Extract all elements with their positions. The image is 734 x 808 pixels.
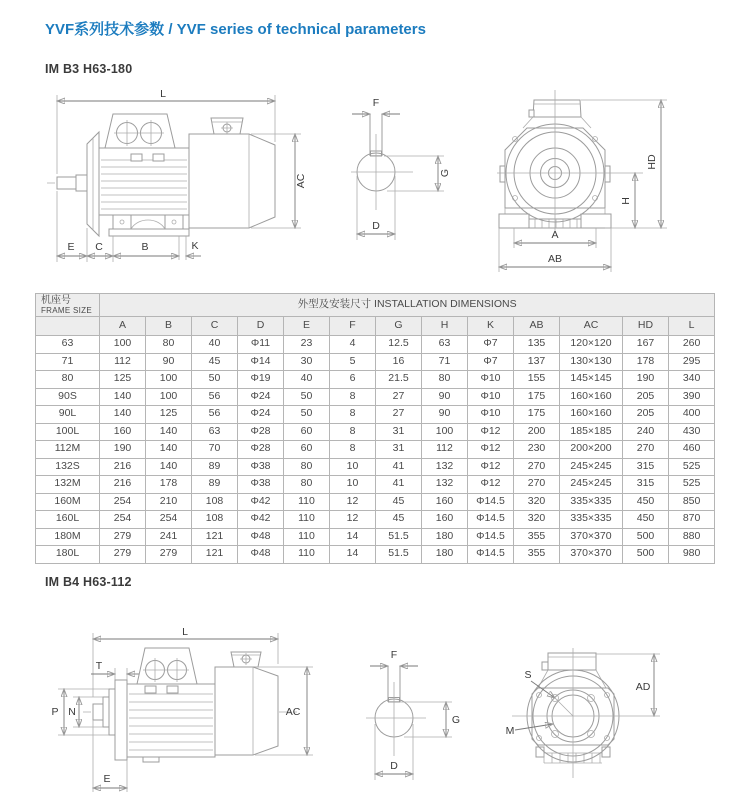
dimension-cell: 450: [623, 511, 669, 529]
dimensions-header: 外型及安装尺寸 INSTALLATION DIMENSIONS: [100, 294, 715, 317]
dimension-cell: 8: [330, 406, 376, 424]
dim-label-g: G: [439, 168, 451, 178]
dimension-cell: 180: [422, 528, 468, 546]
dimension-cell: 110: [284, 511, 330, 529]
dimension-cell: 56: [192, 388, 238, 406]
dimension-cell: 370×370: [560, 546, 623, 564]
dimension-cell: 241: [146, 528, 192, 546]
dim-label-p: P: [51, 706, 59, 718]
dimension-cell: Φ12: [468, 458, 514, 476]
dimension-cell: 450: [623, 493, 669, 511]
dimension-cell: 295: [669, 353, 715, 371]
table-row: [36, 371, 715, 389]
dimension-cell: 40: [192, 336, 238, 354]
column-header: H: [422, 317, 468, 336]
installation-dimensions-table: [35, 293, 715, 564]
dimension-cell: Φ42: [238, 511, 284, 529]
dimension-cell: Φ12: [468, 441, 514, 459]
dim-label-ac: AC: [285, 706, 301, 718]
dimension-cell: 50: [284, 406, 330, 424]
table-row: [36, 528, 715, 546]
dimension-cell: 140: [146, 441, 192, 459]
column-header: HD: [623, 317, 669, 336]
dimension-cell: Φ7: [468, 336, 514, 354]
frame-size-cell: 160L: [36, 511, 100, 529]
dimension-cell: 230: [514, 441, 560, 459]
dimension-cell: 110: [284, 528, 330, 546]
column-header: C: [192, 317, 238, 336]
column-header: E: [284, 317, 330, 336]
dimension-cell: 50: [192, 371, 238, 389]
dimension-cell: 45: [376, 493, 422, 511]
dimension-cell: Φ7: [468, 353, 514, 371]
dimension-cell: 320: [514, 493, 560, 511]
dim-label-b: B: [141, 241, 149, 253]
table-row: [36, 336, 715, 354]
dimension-cell: 70: [192, 441, 238, 459]
dimension-cell: 254: [100, 511, 146, 529]
dim-label-t: T: [95, 660, 103, 672]
dimension-cell: 89: [192, 458, 238, 476]
frame-size-cell: 90L: [36, 406, 100, 424]
dimension-cell: 260: [669, 336, 715, 354]
dimension-cell: 175: [514, 388, 560, 406]
dimension-cell: 178: [146, 476, 192, 494]
table-row: [36, 493, 715, 511]
column-header: AC: [560, 317, 623, 336]
dimension-cell: 160: [422, 511, 468, 529]
dim-label-h: H: [620, 197, 632, 205]
dimension-cell: 430: [669, 423, 715, 441]
dimension-cell: 160: [422, 493, 468, 511]
column-header: K: [468, 317, 514, 336]
dimension-cell: 160×160: [560, 406, 623, 424]
dimension-cell: Φ28: [238, 441, 284, 459]
dimension-cell: Φ48: [238, 528, 284, 546]
dimension-cell: 63: [192, 423, 238, 441]
dimension-cell: 140: [146, 423, 192, 441]
b3-front-view-drawing: [485, 88, 720, 285]
dimension-cell: 45: [192, 353, 238, 371]
column-header-row: [36, 317, 715, 336]
dimension-cell: 21.5: [376, 371, 422, 389]
dim-label-f: F: [390, 649, 398, 661]
dim-label-l: L: [182, 626, 188, 638]
dimension-cell: 167: [623, 336, 669, 354]
dimension-cell: 100: [146, 371, 192, 389]
dimension-cell: 210: [146, 493, 192, 511]
dimension-cell: 140: [146, 458, 192, 476]
dimension-cell: 850: [669, 493, 715, 511]
dimension-cell: Φ14.5: [468, 546, 514, 564]
dimension-cell: 180: [422, 546, 468, 564]
dimension-cell: Φ38: [238, 458, 284, 476]
dimension-cell: 216: [100, 458, 146, 476]
dimension-cell: 60: [284, 423, 330, 441]
frame-size-header-zh: 机座号: [41, 295, 71, 306]
frame-size-header-en: FRAME SIZE: [41, 306, 93, 315]
dim-label-e: E: [67, 241, 75, 253]
dimension-cell: 185×185: [560, 423, 623, 441]
dimension-cell: 89: [192, 476, 238, 494]
frame-size-cell: 132M: [36, 476, 100, 494]
dimension-cell: 160×160: [560, 388, 623, 406]
dimension-cell: 41: [376, 458, 422, 476]
frame-size-cell: 71: [36, 353, 100, 371]
dimension-cell: 90: [422, 406, 468, 424]
dimension-cell: 216: [100, 476, 146, 494]
dimension-cell: 8: [330, 441, 376, 459]
dim-label-m: M: [505, 725, 515, 737]
dimension-cell: 254: [146, 511, 192, 529]
dimension-cell: 160: [100, 423, 146, 441]
frame-size-cell: 180M: [36, 528, 100, 546]
dimension-cell: Φ48: [238, 546, 284, 564]
dimension-cell: 245×245: [560, 458, 623, 476]
frame-size-cell: 112M: [36, 441, 100, 459]
dim-label-d: D: [372, 220, 380, 232]
dimension-cell: 500: [623, 546, 669, 564]
dimension-cell: 135: [514, 336, 560, 354]
table-row: [36, 441, 715, 459]
table-row: [36, 458, 715, 476]
dimension-cell: 500: [623, 528, 669, 546]
b4-front-view-drawing: [482, 645, 732, 800]
dimension-cell: Φ24: [238, 406, 284, 424]
section-heading-b3: IM B3 H63-180: [45, 62, 133, 76]
dim-label-k: K: [191, 240, 199, 252]
dimension-cell: 50: [284, 388, 330, 406]
dimension-cell: 137: [514, 353, 560, 371]
dimension-cell: 56: [192, 406, 238, 424]
dimension-cell: Φ24: [238, 388, 284, 406]
dimension-cell: 80: [284, 476, 330, 494]
dim-label-ac: AC: [295, 173, 307, 189]
dimension-cell: 112: [100, 353, 146, 371]
dimension-cell: 279: [100, 546, 146, 564]
frame-size-cell: 160M: [36, 493, 100, 511]
frame-size-cell: 132S: [36, 458, 100, 476]
dimension-cell: 27: [376, 388, 422, 406]
dim-label-a: A: [551, 229, 559, 241]
dimension-cell: 270: [514, 476, 560, 494]
column-header: F: [330, 317, 376, 336]
frame-size-cell: 100L: [36, 423, 100, 441]
dimension-cell: 335×335: [560, 493, 623, 511]
dimension-cell: 63: [422, 336, 468, 354]
dimension-cell: 8: [330, 423, 376, 441]
dimension-cell: 390: [669, 388, 715, 406]
b3-shaft-section-drawing: [345, 88, 465, 285]
dimension-cell: Φ11: [238, 336, 284, 354]
dimension-cell: 355: [514, 546, 560, 564]
column-header: L: [669, 317, 715, 336]
dimension-cell: Φ42: [238, 493, 284, 511]
dimension-cell: 112: [422, 441, 468, 459]
dimension-cell: 140: [100, 406, 146, 424]
dimension-cell: 200×200: [560, 441, 623, 459]
dimension-cell: 240: [623, 423, 669, 441]
dimension-cell: 335×335: [560, 511, 623, 529]
dimension-cell: 108: [192, 511, 238, 529]
dimension-cell: 45: [376, 511, 422, 529]
dimension-cell: 145×145: [560, 371, 623, 389]
dim-label-s: S: [524, 669, 532, 681]
dimension-cell: 132: [422, 476, 468, 494]
dimension-cell: 80: [422, 371, 468, 389]
frame-size-cell: 90S: [36, 388, 100, 406]
dim-label-d: D: [390, 760, 398, 772]
dim-label-hd: HD: [646, 154, 658, 170]
dimension-cell: 525: [669, 476, 715, 494]
dimension-cell: Φ14: [238, 353, 284, 371]
table-row: [36, 476, 715, 494]
dimension-cell: 190: [100, 441, 146, 459]
dimension-cell: Φ10: [468, 406, 514, 424]
dimension-cell: 355: [514, 528, 560, 546]
dimension-cell: 23: [284, 336, 330, 354]
dimension-cell: Φ12: [468, 476, 514, 494]
dimension-cell: Φ28: [238, 423, 284, 441]
dimension-cell: 30: [284, 353, 330, 371]
dimension-cell: 870: [669, 511, 715, 529]
dimension-cell: 400: [669, 406, 715, 424]
dimension-cell: 110: [284, 493, 330, 511]
dimension-cell: 120×120: [560, 336, 623, 354]
dimension-cell: 5: [330, 353, 376, 371]
column-header: AB: [514, 317, 560, 336]
dimension-cell: 12: [330, 493, 376, 511]
dimension-cell: 130×130: [560, 353, 623, 371]
dimension-cell: 155: [514, 371, 560, 389]
page-title: YVF系列技术参数 / YVF series of technical parameters: [45, 21, 426, 38]
dimension-cell: 100: [422, 423, 468, 441]
dim-label-ad: AD: [635, 681, 651, 693]
dim-label-ab: AB: [547, 253, 563, 265]
dimension-cell: 80: [284, 458, 330, 476]
dimension-cell: 41: [376, 476, 422, 494]
dimension-cell: 12.5: [376, 336, 422, 354]
dimension-cell: 16: [376, 353, 422, 371]
dimension-cell: Φ14.5: [468, 528, 514, 546]
dimension-cell: 80: [146, 336, 192, 354]
frame-size-cell: 180L: [36, 546, 100, 564]
dimension-cell: 27: [376, 406, 422, 424]
dimension-cell: 121: [192, 546, 238, 564]
column-header: G: [376, 317, 422, 336]
dimension-cell: 279: [146, 546, 192, 564]
dimension-cell: 51.5: [376, 528, 422, 546]
dimension-cell: 140: [100, 388, 146, 406]
dimension-cell: Φ38: [238, 476, 284, 494]
dimension-cell: 14: [330, 528, 376, 546]
dimension-cell: 525: [669, 458, 715, 476]
dimension-cell: 370×370: [560, 528, 623, 546]
dimension-cell: 8: [330, 388, 376, 406]
dim-label-f: F: [372, 97, 380, 109]
dimension-cell: 270: [514, 458, 560, 476]
column-header: A: [100, 317, 146, 336]
b3-side-view-drawing: [43, 88, 343, 285]
b4-shaft-section-drawing: [352, 640, 482, 800]
dimension-cell: Φ14.5: [468, 511, 514, 529]
column-header: D: [238, 317, 284, 336]
dimension-cell: 110: [284, 546, 330, 564]
dimension-cell: 245×245: [560, 476, 623, 494]
dimension-cell: 125: [100, 371, 146, 389]
dimension-cell: 40: [284, 371, 330, 389]
dimension-cell: 10: [330, 476, 376, 494]
table-body: [36, 336, 715, 564]
dimension-cell: 90: [146, 353, 192, 371]
dimension-cell: 132: [422, 458, 468, 476]
dimension-cell: 108: [192, 493, 238, 511]
dimension-cell: 121: [192, 528, 238, 546]
dimension-cell: Φ10: [468, 371, 514, 389]
frame-size-subheader: [36, 317, 100, 336]
dimension-cell: 178: [623, 353, 669, 371]
dimension-cell: 175: [514, 406, 560, 424]
dimension-cell: 31: [376, 423, 422, 441]
dimension-cell: 60: [284, 441, 330, 459]
dimension-cell: 4: [330, 336, 376, 354]
table-row: [36, 511, 715, 529]
dimension-cell: 270: [623, 441, 669, 459]
dimension-cell: 315: [623, 458, 669, 476]
frame-size-header: [36, 294, 100, 317]
dimension-cell: 14: [330, 546, 376, 564]
dimension-cell: 90: [422, 388, 468, 406]
dimension-cell: 100: [146, 388, 192, 406]
dimension-cell: 10: [330, 458, 376, 476]
table-row: [36, 353, 715, 371]
dimension-cell: 100: [100, 336, 146, 354]
dim-label-c: C: [95, 241, 103, 253]
dimension-cell: 980: [669, 546, 715, 564]
table-row: [36, 546, 715, 564]
dim-label-e: E: [103, 773, 111, 785]
dimension-cell: 12: [330, 511, 376, 529]
table-row: [36, 406, 715, 424]
dimension-cell: 31: [376, 441, 422, 459]
dimension-cell: Φ12: [468, 423, 514, 441]
frame-size-cell: 80: [36, 371, 100, 389]
b4-side-view-drawing: [45, 612, 340, 797]
dimension-cell: 71: [422, 353, 468, 371]
dimension-cell: 205: [623, 388, 669, 406]
dimension-cell: 6: [330, 371, 376, 389]
column-header: B: [146, 317, 192, 336]
table-row: [36, 388, 715, 406]
dim-label-n: N: [68, 706, 76, 718]
dimension-cell: Φ10: [468, 388, 514, 406]
dimension-cell: 320: [514, 511, 560, 529]
dim-label-l: L: [160, 88, 166, 100]
table-row: [36, 423, 715, 441]
dimension-cell: 51.5: [376, 546, 422, 564]
section-heading-b4: IM B4 H63-112: [45, 575, 132, 589]
dim-label-g: G: [451, 714, 461, 726]
dimension-cell: 205: [623, 406, 669, 424]
dimension-cell: 190: [623, 371, 669, 389]
dimension-cell: 340: [669, 371, 715, 389]
dimension-cell: 460: [669, 441, 715, 459]
dimension-cell: 200: [514, 423, 560, 441]
dimension-cell: Φ19: [238, 371, 284, 389]
frame-size-cell: 63: [36, 336, 100, 354]
dimension-cell: 125: [146, 406, 192, 424]
dimension-cell: 279: [100, 528, 146, 546]
dimension-cell: 254: [100, 493, 146, 511]
dimension-cell: 315: [623, 476, 669, 494]
dimension-cell: Φ14.5: [468, 493, 514, 511]
dimension-cell: 880: [669, 528, 715, 546]
